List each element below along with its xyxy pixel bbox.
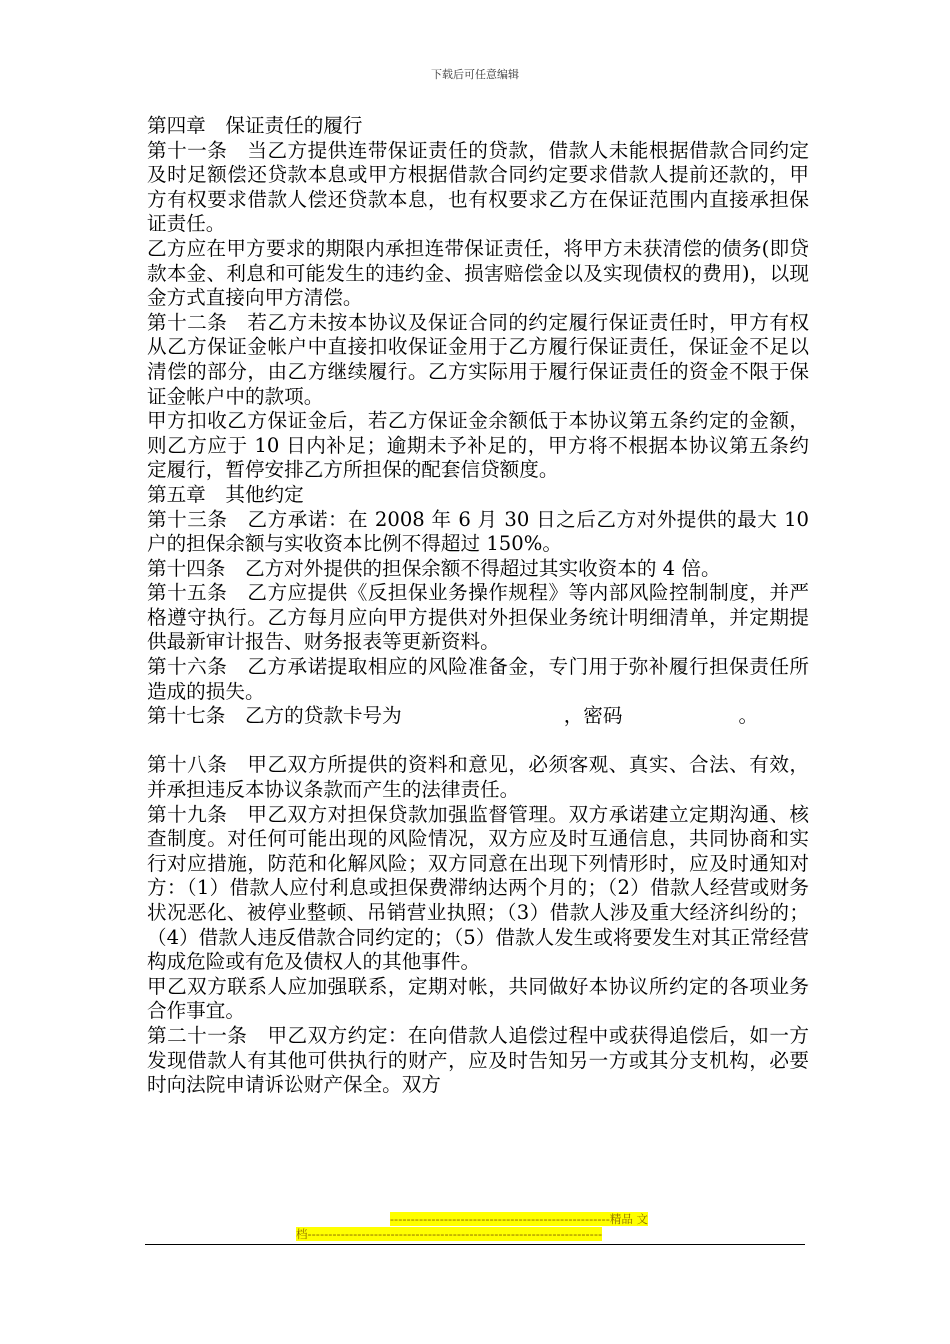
article-19: 第十九条 甲乙双方对担保贷款加强监督管理。双方承诺建立定期沟通、核查制度。对任何可能出现的风险情况，双方应及时互通信息，共同协商和实行对应措施，防范和化解风险；双方同意在出现下列情形时，应及时通知对方：（1）借款人应付利息或担保费滞纳达两个月的；（2）借款人经营或财务状况恶化、被停业整顿、吊销营业执照；（3）借款人涉及重大经济纠纷的；（4）借款人违反借款合同约定的；（5）借款人发生或将要发生对其正常经营构成危险或有危及债权人的其他事件。 [147, 802, 809, 974]
page-header-note: 下载后可任意编辑 [431, 68, 519, 81]
chapter-5-heading: 第五章 其他约定 [147, 482, 304, 506]
article-13: 第十三条 乙方承诺：在 2008 年 6 月 30 日之后乙方对外提供的最大 10 户的担保余额与实收资本比例不得超过 150%。 [147, 507, 809, 556]
article-21: 第二十一条 甲乙双方约定：在向借款人追偿过程中或获得追偿后，如一方发现借款人有其他可供执行的财产，应及时告知另一方或其分支机构，必要时向法院申请诉讼财产保全。双方 [147, 1023, 809, 1097]
article-12: 第十二条 若乙方未按本协议及保证合同的约定履行保证责任时，甲方有权从乙方保证金帐户中直接扣收保证金用于乙方履行保证责任，保证金不足以清偿的部分，由乙方继续履行。乙方实际用于履行保证责任的资金不限于保证金帐户中的款项。 [147, 310, 809, 408]
article-15: 第十五条 乙方应提供《反担保业务操作规程》等内部风险控制制度，并严格遵守执行。乙方每月应向甲方提供对外担保业务统计明细清单，并定期提供最新审计报告、财务报表等更新资料。 [147, 581, 809, 654]
article-17-end: 。 [738, 704, 759, 728]
article-11-paragraph-2: 乙方应在甲方要求的期限内承担连带保证责任，将甲方未获清偿的债务(即贷款本金、利息和可能发生的违约金、损害赔偿金以及实现债权的费用)，以现金方式直接向甲方清偿。 [147, 236, 809, 310]
footer-watermark [296, 1212, 656, 1242]
document-body [147, 114, 809, 1098]
article-17-mid: ，密码 [563, 704, 623, 728]
footer-line-1: -----------------------------------------------------精品 文 [389, 1212, 648, 1226]
article-18: 第十八条 甲乙双方所提供的资料和意见，必须客观、真实、合法、有效，并承担违反本协议条款而产生的法律责任。 [147, 753, 809, 802]
article-19-paragraph-2: 甲乙双方联系人应加强联系，定期对帐，共同做好本协议所约定的各项业务合作事宜。 [147, 974, 809, 1023]
article-17 [147, 704, 809, 729]
article-12-paragraph-2: 甲方扣收乙方保证金后，若乙方保证金余额低于本协议第五条约定的金额，则乙方应于 10 日内补足；逾期未予补足的，甲方将不根据本协议第五条约定履行，暂停安排乙方所担保的配套信贷额度。 [147, 409, 809, 482]
footer-line-2: 档----------------------------------------------------------------------- [296, 1227, 603, 1241]
article-11: 第十一条 当乙方提供连带保证责任的贷款，借款人未能根据借款合同约定及时足额偿还贷款本息或甲方根据借款合同约定要求借款人提前还款的，甲方有权要求借款人偿还贷款本息，也有权要求乙方在保证范围内直接承担保证责任。 [147, 138, 809, 236]
article-17-prefix: 第十七条 乙方的贷款卡号为 [147, 704, 402, 728]
footer-divider [145, 1244, 805, 1245]
article-14: 第十四条 乙方对外提供的担保余额不得超过其实收资本的 4 倍。 [147, 556, 721, 580]
article-16: 第十六条 乙方承诺提取相应的风险准备金，专门用于弥补履行担保责任所造成的损失。 [147, 655, 809, 703]
chapter-4-heading: 第四章 保证责任的履行 [147, 114, 363, 137]
